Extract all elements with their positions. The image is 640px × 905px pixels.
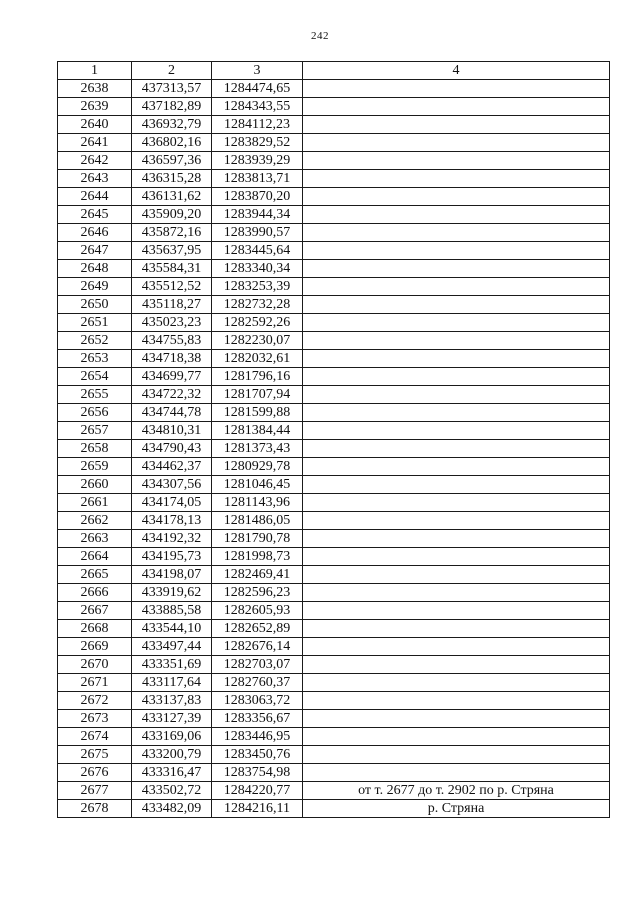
description-cell [303,152,610,170]
table-row [58,584,610,602]
y-coordinate-cell: 1282732,28 [212,296,303,314]
table-row [58,530,610,548]
description-cell [303,80,610,98]
point-number-cell: 2641 [58,134,132,152]
point-number-cell: 2649 [58,278,132,296]
description-cell [303,386,610,404]
description-cell [303,368,610,386]
description-cell [303,224,610,242]
y-coordinate-cell: 1282596,23 [212,584,303,602]
x-coordinate-cell: 436597,36 [132,152,212,170]
y-coordinate-cell: 1283870,20 [212,188,303,206]
point-number-cell: 2640 [58,116,132,134]
table-row [58,566,610,584]
table-row [58,782,610,800]
point-number-cell: 2639 [58,98,132,116]
description-cell [303,206,610,224]
x-coordinate-cell: 433885,58 [132,602,212,620]
y-coordinate-cell: 1283445,64 [212,242,303,260]
description-cell [303,350,610,368]
y-coordinate-cell: 1281486,05 [212,512,303,530]
x-coordinate-cell: 434307,56 [132,476,212,494]
table-row [58,638,610,656]
y-coordinate-cell: 1283829,52 [212,134,303,152]
table-row [58,800,610,818]
x-coordinate-cell: 433316,47 [132,764,212,782]
table-row [58,512,610,530]
description-cell [303,296,610,314]
x-coordinate-cell: 433497,44 [132,638,212,656]
point-number-cell: 2671 [58,674,132,692]
x-coordinate-cell: 434195,73 [132,548,212,566]
x-coordinate-cell: 436131,62 [132,188,212,206]
y-coordinate-cell: 1282652,89 [212,620,303,638]
description-cell [303,170,610,188]
description-cell [303,494,610,512]
point-number-cell: 2644 [58,188,132,206]
point-number-cell: 2676 [58,764,132,782]
description-cell: от т. 2677 до т. 2902 по р. Стряна [303,782,610,800]
table-row [58,314,610,332]
y-coordinate-cell: 1283813,71 [212,170,303,188]
point-number-cell: 2648 [58,260,132,278]
x-coordinate-cell: 433919,62 [132,584,212,602]
description-cell [303,476,610,494]
y-coordinate-cell: 1284220,77 [212,782,303,800]
table-row [58,170,610,188]
table-body [58,80,610,818]
point-number-cell: 2673 [58,710,132,728]
x-coordinate-cell: 434198,07 [132,566,212,584]
x-coordinate-cell: 435118,27 [132,296,212,314]
y-coordinate-cell: 1283450,76 [212,746,303,764]
point-number-cell: 2647 [58,242,132,260]
table-row [58,422,610,440]
y-coordinate-cell: 1281373,43 [212,440,303,458]
y-coordinate-cell: 1281046,45 [212,476,303,494]
point-number-cell: 2658 [58,440,132,458]
description-cell [303,422,610,440]
y-coordinate-cell: 1282230,07 [212,332,303,350]
x-coordinate-cell: 435023,23 [132,314,212,332]
table-row [58,602,610,620]
description-cell [303,458,610,476]
table-row [58,548,610,566]
y-coordinate-cell: 1281599,88 [212,404,303,422]
description-cell [303,566,610,584]
column-header-x: 2 [132,62,212,80]
description-cell [303,116,610,134]
point-number-cell: 2646 [58,224,132,242]
description-cell [303,692,610,710]
description-cell [303,620,610,638]
point-number-cell: 2663 [58,530,132,548]
point-number-cell: 2653 [58,350,132,368]
column-header-y: 3 [212,62,303,80]
x-coordinate-cell: 435637,95 [132,242,212,260]
description-cell [303,530,610,548]
point-number-cell: 2654 [58,368,132,386]
x-coordinate-cell: 433200,79 [132,746,212,764]
description-cell [303,332,610,350]
page-number: 242 [311,30,329,42]
table-row [58,386,610,404]
table-row [58,188,610,206]
table-row [58,710,610,728]
point-number-cell: 2659 [58,458,132,476]
point-number-cell: 2650 [58,296,132,314]
table-row [58,476,610,494]
point-number-cell: 2656 [58,404,132,422]
y-coordinate-cell: 1280929,78 [212,458,303,476]
point-number-cell: 2657 [58,422,132,440]
y-coordinate-cell: 1283340,34 [212,260,303,278]
y-coordinate-cell: 1282760,37 [212,674,303,692]
x-coordinate-cell: 436802,16 [132,134,212,152]
description-cell [303,440,610,458]
x-coordinate-cell: 434699,77 [132,368,212,386]
coordinates-table [57,61,610,818]
y-coordinate-cell: 1283356,67 [212,710,303,728]
point-number-cell: 2677 [58,782,132,800]
table-row [58,98,610,116]
point-number-cell: 2668 [58,620,132,638]
x-coordinate-cell: 437313,57 [132,80,212,98]
point-number-cell: 2652 [58,332,132,350]
table-row [58,296,610,314]
y-coordinate-cell: 1284112,23 [212,116,303,134]
description-cell [303,548,610,566]
x-coordinate-cell: 434744,78 [132,404,212,422]
point-number-cell: 2664 [58,548,132,566]
y-coordinate-cell: 1282592,26 [212,314,303,332]
description-cell [303,260,610,278]
table-row [58,368,610,386]
x-coordinate-cell: 435584,31 [132,260,212,278]
x-coordinate-cell: 434810,31 [132,422,212,440]
x-coordinate-cell: 434462,37 [132,458,212,476]
description-cell [303,656,610,674]
y-coordinate-cell: 1282605,93 [212,602,303,620]
table-row [58,674,610,692]
point-number-cell: 2674 [58,728,132,746]
table-row [58,332,610,350]
y-coordinate-cell: 1282703,07 [212,656,303,674]
y-coordinate-cell: 1283446,95 [212,728,303,746]
x-coordinate-cell: 435909,20 [132,206,212,224]
x-coordinate-cell: 434178,13 [132,512,212,530]
table-row [58,404,610,422]
table-row [58,350,610,368]
point-number-cell: 2655 [58,386,132,404]
y-coordinate-cell: 1284343,55 [212,98,303,116]
table-row [58,134,610,152]
y-coordinate-cell: 1282032,61 [212,350,303,368]
y-coordinate-cell: 1281707,94 [212,386,303,404]
description-cell [303,746,610,764]
point-number-cell: 2665 [58,566,132,584]
y-coordinate-cell: 1281998,73 [212,548,303,566]
table-row [58,224,610,242]
point-number-cell: 2638 [58,80,132,98]
x-coordinate-cell: 434755,83 [132,332,212,350]
table-row [58,764,610,782]
point-number-cell: 2670 [58,656,132,674]
column-header-point-number: 1 [58,62,132,80]
description-cell [303,602,610,620]
point-number-cell: 2660 [58,476,132,494]
y-coordinate-cell: 1281790,78 [212,530,303,548]
y-coordinate-cell: 1283253,39 [212,278,303,296]
x-coordinate-cell: 433502,72 [132,782,212,800]
table-row [58,260,610,278]
point-number-cell: 2651 [58,314,132,332]
x-coordinate-cell: 433117,64 [132,674,212,692]
x-coordinate-cell: 437182,89 [132,98,212,116]
description-cell [303,584,610,602]
y-coordinate-cell: 1281143,96 [212,494,303,512]
point-number-cell: 2643 [58,170,132,188]
x-coordinate-cell: 433169,06 [132,728,212,746]
point-number-cell: 2661 [58,494,132,512]
y-coordinate-cell: 1281796,16 [212,368,303,386]
y-coordinate-cell: 1283754,98 [212,764,303,782]
description-cell [303,638,610,656]
point-number-cell: 2675 [58,746,132,764]
description-cell [303,710,610,728]
x-coordinate-cell: 436315,28 [132,170,212,188]
x-coordinate-cell: 434718,38 [132,350,212,368]
y-coordinate-cell: 1283063,72 [212,692,303,710]
point-number-cell: 2666 [58,584,132,602]
description-cell [303,512,610,530]
description-cell [303,134,610,152]
y-coordinate-cell: 1284216,11 [212,800,303,818]
point-number-cell: 2678 [58,800,132,818]
table-row [58,458,610,476]
table-row [58,242,610,260]
point-number-cell: 2662 [58,512,132,530]
table-row [58,152,610,170]
x-coordinate-cell: 433544,10 [132,620,212,638]
y-coordinate-cell: 1283990,57 [212,224,303,242]
description-cell [303,764,610,782]
description-cell [303,404,610,422]
description-cell [303,278,610,296]
y-coordinate-cell: 1284474,65 [212,80,303,98]
x-coordinate-cell: 436932,79 [132,116,212,134]
x-coordinate-cell: 433137,83 [132,692,212,710]
table-row [58,278,610,296]
column-header-description: 4 [303,62,610,80]
table-row [58,116,610,134]
x-coordinate-cell: 435872,16 [132,224,212,242]
y-coordinate-cell: 1282676,14 [212,638,303,656]
description-cell: р. Стряна [303,800,610,818]
table-row [58,656,610,674]
table-row [58,440,610,458]
x-coordinate-cell: 434174,05 [132,494,212,512]
x-coordinate-cell: 434790,43 [132,440,212,458]
table-row [58,206,610,224]
table-row [58,620,610,638]
x-coordinate-cell: 435512,52 [132,278,212,296]
table-header-row [58,62,610,80]
point-number-cell: 2669 [58,638,132,656]
x-coordinate-cell: 434722,32 [132,386,212,404]
point-number-cell: 2645 [58,206,132,224]
table-row [58,494,610,512]
description-cell [303,242,610,260]
description-cell [303,314,610,332]
description-cell [303,98,610,116]
point-number-cell: 2642 [58,152,132,170]
x-coordinate-cell: 434192,32 [132,530,212,548]
y-coordinate-cell: 1282469,41 [212,566,303,584]
x-coordinate-cell: 433482,09 [132,800,212,818]
y-coordinate-cell: 1283939,29 [212,152,303,170]
table-row [58,692,610,710]
table-row [58,746,610,764]
x-coordinate-cell: 433351,69 [132,656,212,674]
y-coordinate-cell: 1281384,44 [212,422,303,440]
table-row [58,80,610,98]
table-row [58,728,610,746]
x-coordinate-cell: 433127,39 [132,710,212,728]
description-cell [303,728,610,746]
description-cell [303,188,610,206]
point-number-cell: 2667 [58,602,132,620]
y-coordinate-cell: 1283944,34 [212,206,303,224]
description-cell [303,674,610,692]
point-number-cell: 2672 [58,692,132,710]
